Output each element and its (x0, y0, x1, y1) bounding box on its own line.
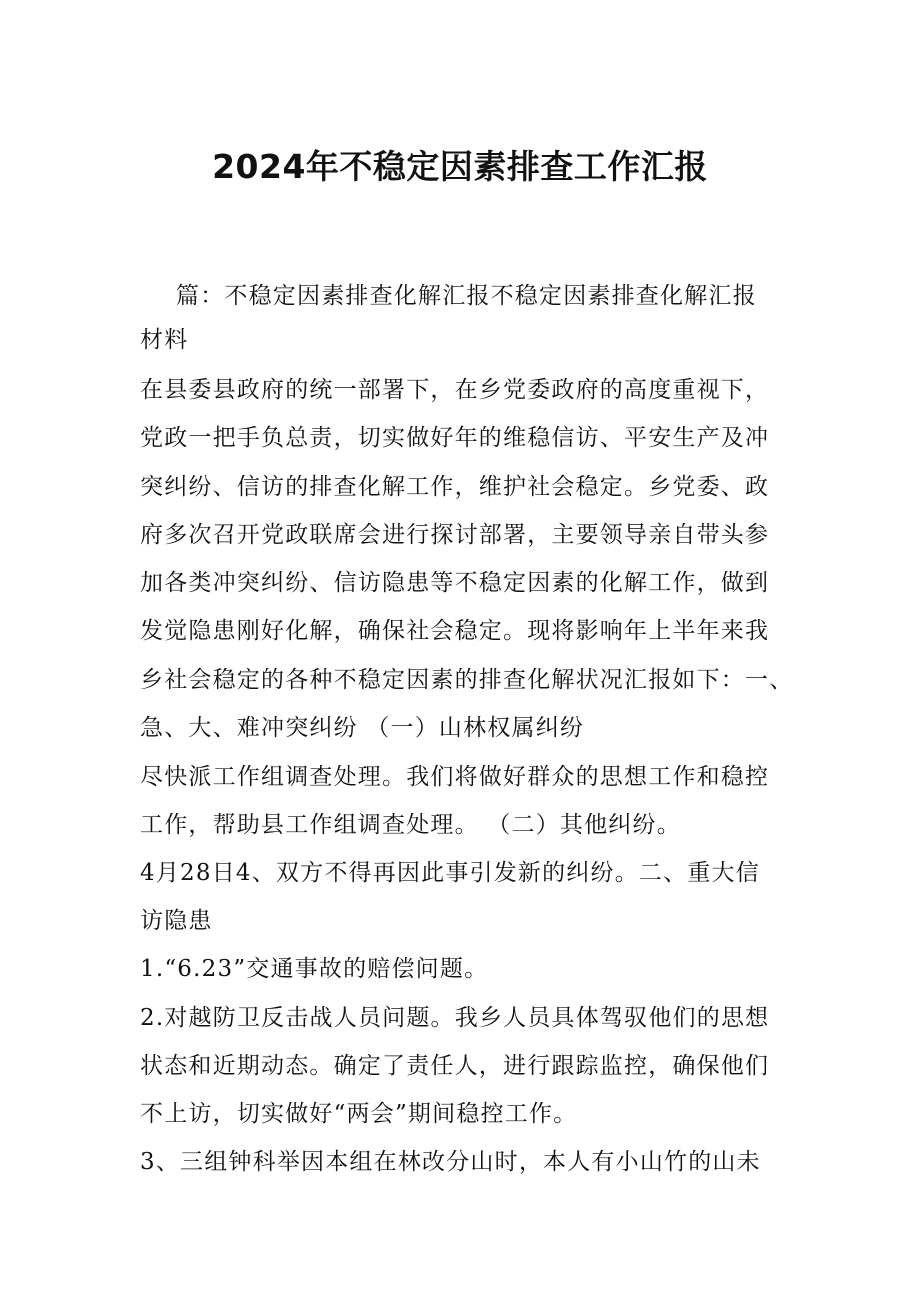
paragraph-line: 4月28日4、双方不得再因此事引发新的纠纷。二、重大信 (140, 860, 760, 886)
paragraph-line: 急、大、难冲突纠纷 （一）山林权属纠纷 (140, 715, 585, 741)
paragraph-line: 乡社会稳定的各种不稳定因素的排查化解状况汇报如下：一、 (140, 667, 794, 693)
paragraph-line: 加各类冲突纠纷、信访隐患等不稳定因素的化解工作，做到 (140, 570, 770, 596)
paragraph-line: 府多次召开党政联席会进行探讨部署，主要领导亲自带头参 (140, 522, 770, 548)
paragraph-line: 工作，帮助县工作组调查处理。 （二）其他纠纷。 (140, 812, 681, 838)
paragraph-line: 发觉隐患刚好化解，确保社会稳定。现将影响年上半年来我 (140, 618, 770, 644)
paragraph-line: 状态和近期动态。确定了责任人，进行跟踪监控，确保他们 (140, 1053, 770, 1079)
document-title: 2024年不稳定因素排查工作汇报 (212, 147, 708, 186)
paragraph-line: 材料 (140, 327, 189, 353)
paragraph-line: 篇：不稳定因素排查化解汇报不稳定因素排查化解汇报 (176, 283, 757, 309)
paragraph-line: 在县委县政府的统一部署下，在乡党委政府的高度重视下， (140, 377, 770, 403)
paragraph-line: 3、三组钟科举因本组在林改分山时，本人有小山竹的山未 (140, 1149, 761, 1175)
paragraph-line: 访隐患 (140, 908, 213, 934)
paragraph-line: 突纠纷、信访的排查化解工作，维护社会稳定。乡党委、政 (140, 474, 770, 500)
paragraph-line: 2.对越防卫反击战人员问题。我乡人员具体驾驭他们的思想 (140, 1005, 770, 1031)
paragraph-line: 不上访，切实做好“两会”期间稳控工作。 (140, 1101, 578, 1127)
paragraph-line: 党政一把手负总责，切实做好年的维稳信访、平安生产及冲 (140, 425, 770, 451)
paragraph-line: 尽快派工作组调查处理。我们将做好群众的思想工作和稳控 (140, 764, 770, 790)
paragraph-line: 1.“6.23”交通事故的赔偿问题。 (140, 956, 489, 982)
